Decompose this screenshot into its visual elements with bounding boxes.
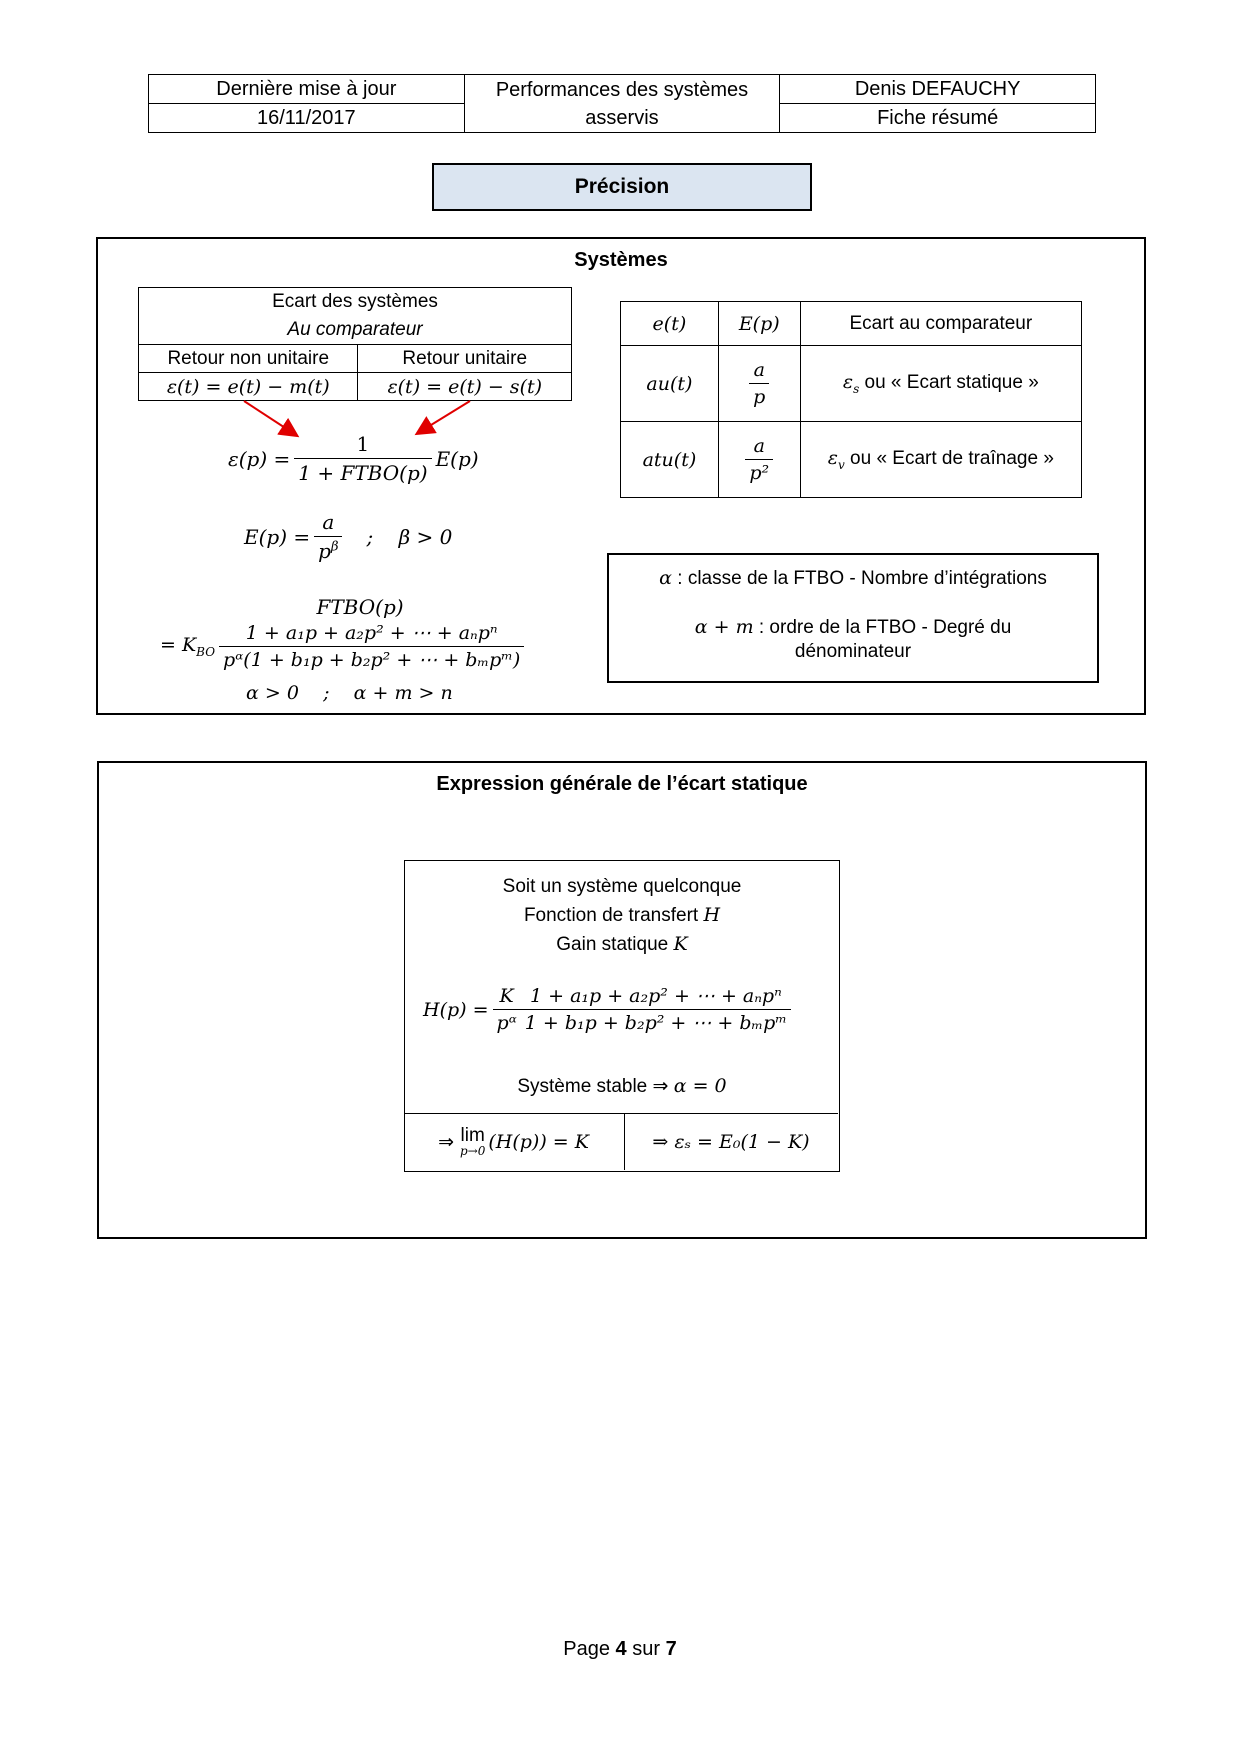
section-title: Précision — [432, 163, 812, 211]
static-error-title: Expression générale de l’écart statique — [436, 773, 808, 795]
arrow-right — [418, 401, 470, 433]
limit-cell: ⇒ lim p→0 (H(p)) = K — [404, 1114, 625, 1170]
line-transfer: Fonction de transfert H — [523, 904, 721, 926]
formula-non-unit: ε(t) = e(t) − m(t) — [139, 373, 358, 401]
step-input: au(t) — [621, 346, 719, 422]
course-title: Performances des systèmes asservis — [464, 75, 780, 133]
eq-H: H(p) = $\frac{K}{\text{pᵅ}}$ $\frac{\text{1 + a₁p + a₂p² + ⋯ + aₙpⁿ}}{\text{1 + b₁p + b₂p² + ⋯ + bₘpᵐ}}$ — [423, 985, 795, 1034]
doc-type: Fiche résumé — [780, 104, 1096, 133]
page-footer: Page 4 sur 7 — [563, 1638, 677, 1660]
comparison-table — [620, 301, 1082, 498]
update-date: 16/11/2017 — [149, 104, 465, 133]
line-gain: Gain statique K — [556, 933, 688, 955]
eq-input: E(p) = $\frac{a}{p^\beta}$ ; β > 0 — [244, 510, 453, 563]
eq-ftbo-lhs: FTBO(p) — [316, 595, 404, 619]
step-laplace: $\frac{a}{p}$ — [718, 346, 800, 422]
systems-title: Systèmes — [574, 249, 668, 271]
formula-unit: ε(t) = e(t) − s(t) — [358, 373, 572, 401]
header-table — [148, 74, 1096, 133]
tracking-error-label: $\varepsilon_v$ ou « Ecart de traînage » — [800, 422, 1081, 498]
eq-ftbo-cond: α > 0 ; α + m > n — [246, 682, 453, 704]
ecart-table-title: Ecart des systèmes Au comparateur — [139, 288, 572, 345]
col-unit-feedback: Retour unitaire — [358, 345, 572, 373]
static-error-label: $\varepsilon_s$ ou « Ecart statique » — [800, 346, 1081, 422]
col-header-e: e(t) — [621, 302, 719, 346]
line-system: Soit un système quelconque — [502, 876, 742, 897]
ramp-input: atu(t) — [621, 422, 719, 498]
ecart-table — [138, 287, 572, 401]
author: Denis DEFAUCHY — [780, 75, 1096, 104]
static-error-box — [404, 860, 840, 1172]
col-header-E: E(p) — [718, 302, 800, 346]
eq-ftbo: = $K_{BO}$ $\frac{\text{1 + a₁p + a₂p² + ⋯ + aₙpⁿ}}{\text{pᵅ(1 + b₁p + b₂p² + ⋯ + bₘpᵐ)}}$ — [160, 622, 528, 671]
eq-epsilon: ε(p) = $\frac{1}{\text{1 + FTBO(p)}}$ E(p) — [228, 432, 479, 485]
definitions-box: α : classe de la FTBO - Nombre d’intégrations α + m : ordre de la FTBO - Degré du dénominateur — [607, 553, 1099, 683]
col-header-ecart: Ecart au comparateur — [800, 302, 1081, 346]
arrow-left — [244, 401, 296, 435]
stable-line: Système stable ⇒ α = 0 — [517, 1075, 727, 1097]
ramp-laplace: $\frac{a}{\text{p²}}$ — [718, 422, 800, 498]
last-update-label: Dernière mise à jour — [149, 75, 465, 104]
result-row — [404, 1113, 838, 1170]
es-cell: ⇒ εₛ = E₀(1 − K) — [652, 1131, 810, 1153]
col-non-unit-feedback: Retour non unitaire — [139, 345, 358, 373]
